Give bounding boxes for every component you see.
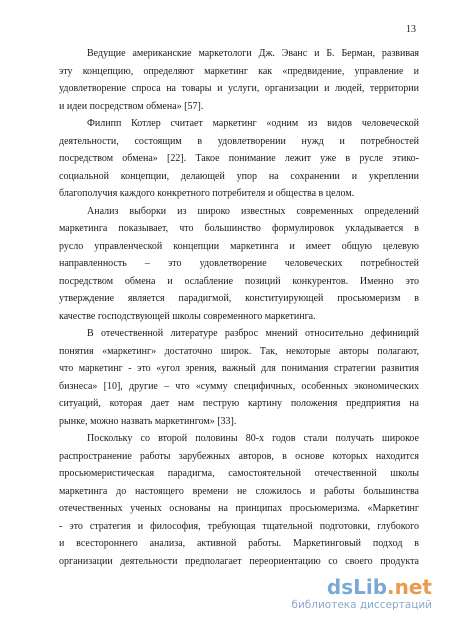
text-line: маркетинга показывает, что большинство формулировок укладывается в: [59, 223, 419, 234]
text-line: распространение работы зарубежных авторов, в основе которых находится: [59, 450, 419, 462]
watermark-logo-tld: .net: [387, 575, 432, 599]
watermark-subtitle: библиотека диссертаций: [291, 599, 432, 611]
text-line: деятельности, состоящим в удовлетворении нужд и потребностей: [59, 135, 419, 147]
paragraph: [59, 45, 419, 115]
watermark-logo: [327, 576, 432, 598]
text-line: понятия «маркетинг» достаточно широк. Так, некоторые авторы полагают,: [59, 345, 419, 357]
text-line: ситуаций, которая дает нам пеструю картину положения предприятия на: [59, 398, 419, 409]
text-line: направленность – это удовлетворение человеческих потребностей: [59, 258, 419, 269]
text-line: удовлетворение спроса на товары и услуги, организации и людей, территории: [59, 83, 419, 94]
watermark-logo-main: dsLib: [326, 575, 388, 599]
text-line: В отечественной литературе разброс мнений относительно дефиниций: [87, 328, 419, 339]
text-line: посредством обмена и ослабление позиций конкурентов. Именно это: [59, 275, 419, 287]
paragraph: [59, 325, 419, 430]
text-line: утверждение является парадигмой, конституирующей просьюмеризм в: [59, 293, 419, 304]
text-line: русло управленческой концепции маркетинга и имеет общую целевую: [59, 240, 419, 252]
body-text: [59, 45, 419, 570]
text-line: маркетинга до настоящего времени не сложилось и работы большинства: [59, 485, 419, 497]
text-line: и идеи посредством обмена» [57].: [59, 100, 204, 112]
text-line: организации деятельности предполагает переориентацию со своего продукта: [59, 555, 419, 567]
text-line: благополучия каждого конкретного потребителя и общества в целом.: [59, 188, 355, 199]
paragraph: [59, 115, 419, 203]
text-line: и всестороннего анализа, активной работы. Маркетинговый подход в: [59, 538, 419, 549]
text-line: Поскольку со второй половины 80-х годов стали получать широкое: [87, 433, 419, 444]
text-line: эту концепцию, определяют маркетинг как «предвидение, управление и: [59, 65, 419, 77]
text-line: бизнеса» [10], другие – что «сумму специфичных, особенных экономических: [59, 380, 419, 392]
watermark: [262, 576, 432, 616]
paragraph: [59, 430, 419, 570]
text-line: Анализ выборки из широко известных современных определений: [87, 205, 419, 217]
page-number: 13: [406, 24, 416, 35]
text-line: Филипп Котлер считает маркетинг «одним из видов человеческой: [87, 118, 419, 129]
text-line: просьюмеристическая парадигма, самостоятельной отечественной школы: [59, 468, 419, 479]
text-line: рынке, можно назвать маркетингом» [33].: [59, 415, 237, 427]
text-line: - это стратегия и философия, требующая тщательной подготовки, глубокого: [59, 520, 419, 532]
text-line: отечественных ученых основаны на принципах просьюмеризма. «Маркетинг: [59, 503, 419, 514]
text-line: что маркетинг - это «угол зрения, важный для понимания стратегии развития: [59, 363, 419, 374]
text-line: посредством обмена» [22]. Такое понимание лежит уже в русле этико-: [59, 153, 419, 164]
paragraph: [59, 203, 419, 326]
text-line: Ведущие американские маркетологи Дж. Эванс и Б. Берман, развивая: [87, 48, 419, 59]
text-line: качестве господствующей школы современного маркетинга.: [59, 310, 316, 322]
text-line: социальной концепции, делающей упор на сохранении и укреплении: [59, 170, 419, 182]
